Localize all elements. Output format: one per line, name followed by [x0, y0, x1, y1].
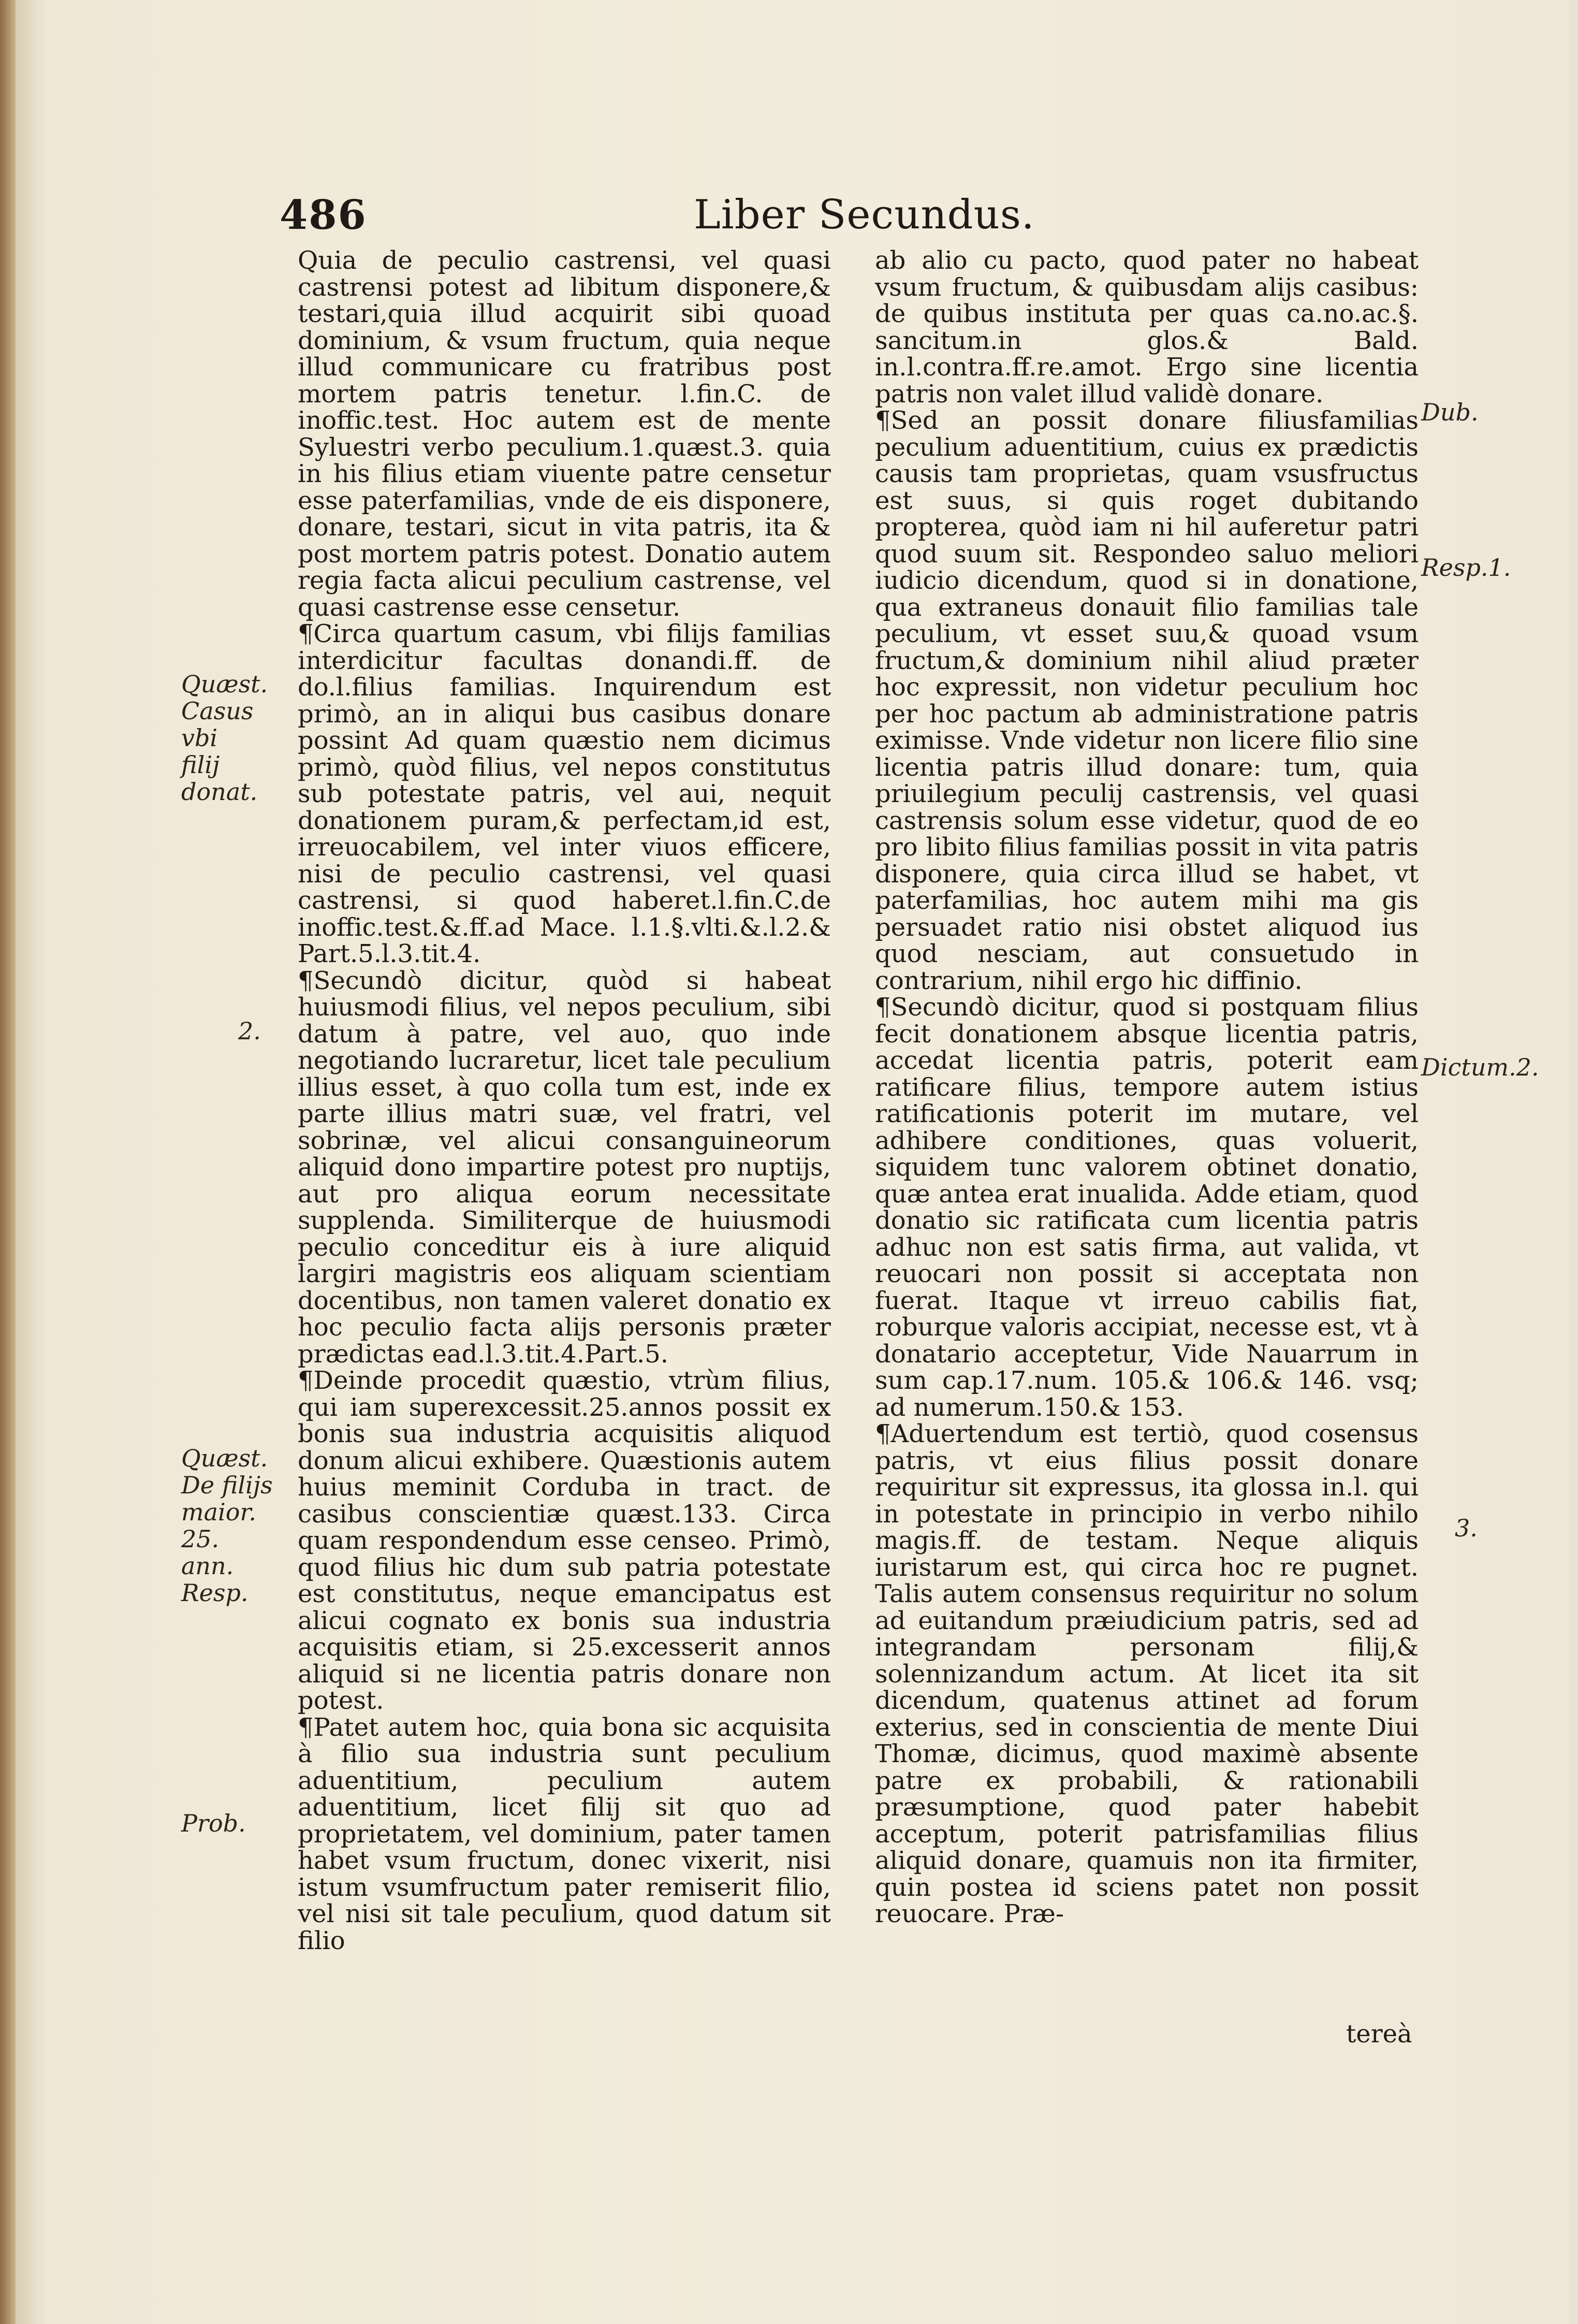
left-paragraph-1: Quia de peculio castrensi, vel quasi castrensi potest ad libitum disponere,& testari,quia illud acquirit sibi quoad dominium, & vsum fructum, quia neque illud communicare cu fratribus post mortem patris tenetur. l.fin.C. de inoffic.test. Hoc autem est de mente Syluestri verbo peculium.1.quæst.3. quia in his filius etiam viuente patre censetur esse paterfamilias, vnde de eis disponere, donare, testari, sicut in vita patris, ita & post mortem patris potest. Donatio autem regia facta alicui peculium castrense, vel quasi castrense esse censetur.: [298, 246, 831, 622]
margin-dictum2: Dictum.2.: [1421, 1053, 1539, 1081]
running-title: Liber Secundus.: [694, 192, 1035, 238]
folio-number: 486: [280, 192, 367, 239]
left-paragraph-3: ¶Secundò dicitur, quòd si habeat huiusmodi filius, vel nepos peculium, sibi datum à patre, vel auo, quo inde negotiando lucraretur, licet tale peculium illius esset, à quo colla tum est, inde ex parte illius matri suæ, vel fratri, vel sobrinæ, vel alicui consanguineorum aliquid dono impartire potest pro nuptijs, aut pro aliqua eorum necessitate supplenda. Similiterque de huiusmodi peculio conceditur eis à iure aliquid largiri magistris eos aliquam scientiam docentibus, non tamen valeret donatio ex hoc peculio facta alijs personis præter prædictas ead.l.3.tit.4.Part.5.: [298, 966, 831, 1369]
left-paragraph-5: ¶Patet autem hoc, quia bona sic acquisita à filio sua industria sunt peculium aduentitium, peculium autem aduentitium, licet filij sit quo ad proprietatem, vel dominium, pater tamen habet vsum fructum, donec vixerit, nisi istum vsumfructum pater remiserit filio, vel nisi sit tale peculium, quod datum sit filio: [298, 1712, 831, 1955]
catchword: tereà: [1346, 2020, 1412, 2049]
left-column: [298, 248, 831, 1954]
left-paragraph-2: ¶Circa quartum casum, vbi filijs familias interdicitur facultas donandi.ff. de do.l.filius familias. Inquirendum est primò, an in aliqui bus casibus donare possint Ad quam quæstio nem dicimus primò, quòd filius, vel nepos constitutus sub potestate patris, vel aui, nequit donationem puram,& perfectam,id est, irreuocabilem, vel inter viuos efficere, nisi de peculio castrensi, vel quasi castrensi, si quod haberet.l.fin.C.de inoffic.test.&.ff.ad Mace. l.1.§.vlti.&.l.2.& Part.5.l.3.tit.4.: [298, 619, 831, 968]
margin-quaest-sub2: filij donat.: [181, 751, 258, 806]
margin-quaest2-label: Quæst.: [181, 1444, 268, 1472]
margin-resp: Resp.: [181, 1579, 249, 1607]
margin-dub: Dub.: [1421, 398, 1479, 426]
page-header: [280, 192, 1470, 243]
margin-quaest2-sub2: maior. 25.: [181, 1498, 257, 1553]
margin-note-dub: [1421, 399, 1514, 426]
margin-num3: 3.: [1455, 1514, 1478, 1542]
margin-quaest2-sub1: De filijs: [181, 1471, 273, 1499]
right-paragraph-4: ¶Aduertendum est tertiò, quod cosensus patris, vt eius filius possit donare requiritur sit expressus, ita glossa in.l. qui in potestate in principio in verbo nihilo magis.ff. de testam. Neque aliquis iuristarum est, qui circa hoc re pugnet. Talis autem consensus requiritur no solum ad euitandum præiudicium patris, sed ad integrandam personam filij,& solennizandum actum. At licet ita sit dicendum, quatenus attinet ad forum exterius, sed in conscientia de mente Diui Thomæ, dicimus, quod maximè absente patre ex probabili, & rationabili præsumptione, quod pater habebit acceptum, poterit patrisfamilias filius aliquid donare, quamuis non ita firmiter, quin postea id sciens patet non possit reuocare. Præ-: [875, 1419, 1419, 1928]
left-paragraph-4: ¶Deinde procedit quæstio, vtrùm filius, qui iam superexcessit.25.annos possit ex bonis sua industria acquisitis aliquod donum alicui exhibere. Quæstionis autem huius meminit Corduba in tract. de casibus conscientiæ quæst.133. Circa quam respondendum esse censeo. Primò, quod filius hic dum sub patria potestate est constitutus, neque emancipatus est alicui cognato ex bonis sua industria acquisitis etiam, si 25.excesserit annos aliquid si ne licentia patris donare non potest.: [298, 1366, 831, 1715]
margin-note-resp1: [1421, 554, 1514, 581]
margin-note-prob: [181, 1810, 295, 1837]
page-edge: [0, 0, 16, 2324]
margin-note-num3: [1455, 1515, 1548, 1542]
margin-prob: Prob.: [181, 1809, 246, 1837]
margin-quaest2-sub3: ann.: [181, 1552, 234, 1580]
margin-quaest-label: Quæst.: [181, 670, 268, 698]
margin-note-quaest: [181, 671, 295, 805]
right-paragraph-2: ¶Sed an possit donare filiusfamilias peculium aduentitium, cuius ex prædictis causis tam proprietas, quam vsusfructus est suus, si quis roget dubitando propterea, quòd iam ni hil auferetur patri quod suum sit. Respondeo saluo meliori iudicio dicendum, quod si in donatione, qua extraneus donauit filio familias tale peculium, vt esset suu,& quoad vsum fructum,& dominium nihil aliud præter hoc expressit, non videtur peculium hoc per hoc pactum ab administratione patris eximisse. Vnde videtur non licere filio sine licentia patris illud donare: tum, quia priuilegium peculij castrensis, vel quasi castrensis solum esse videtur, quod de eo pro libito filius familias possit in vita patris disponere, quia circa illud se habet, vt paterfamilias, hoc autem mihi ma gis persuadet ratio nisi obstet aliquod ius quod nesciam, aut consuetudo in contrarium, nihil ergo hic diffinio.: [875, 406, 1419, 995]
right-paragraph-3: ¶Secundò dicitur, quod si postquam filius fecit donationem absque licentia patris, accedat licentia patris, poterit eam ratificare filius, tempore autem istius ratificationis poterit im mutare, vel adhibere conditiones, quas voluerit, siquidem tunc valorem obtinet donatio, quæ antea erat inualida. Adde etiam, quod donatio sic ratificata cum licentia patris adhuc non est satis firma, aut valida, vt reuocari non possit si acceptata non fuerat. Itaque vt irreuo cabilis fiat, roburque valoris accipiat, necesse est, vt à donatario acceptetur, Vide Nauarrum in sum cap.17.num. 105.& 106.& 146. vsq; ad numerum.150.& 153.: [875, 993, 1419, 1422]
right-column: [875, 248, 1419, 1928]
margin-note-dictum2: [1421, 1053, 1539, 1081]
margin-num2: 2.: [238, 1017, 261, 1045]
margin-quaest-sub1: Casus vbi: [181, 697, 254, 752]
margin-resp1: Resp.1.: [1421, 554, 1511, 582]
margin-note-quaest2: [181, 1445, 295, 1606]
book-page: [16, 0, 1569, 2324]
right-paragraph-1: ab alio cu pacto, quod pater no habeat vsum fructum, & quibusdam alijs casibus: de quibus instituta per quas ca.no.ac.§. sancitum.in glos.& Bald. in.l.contra.ff.re.amot. Ergo sine licentia patris non valet illud validè donare.: [875, 246, 1419, 409]
